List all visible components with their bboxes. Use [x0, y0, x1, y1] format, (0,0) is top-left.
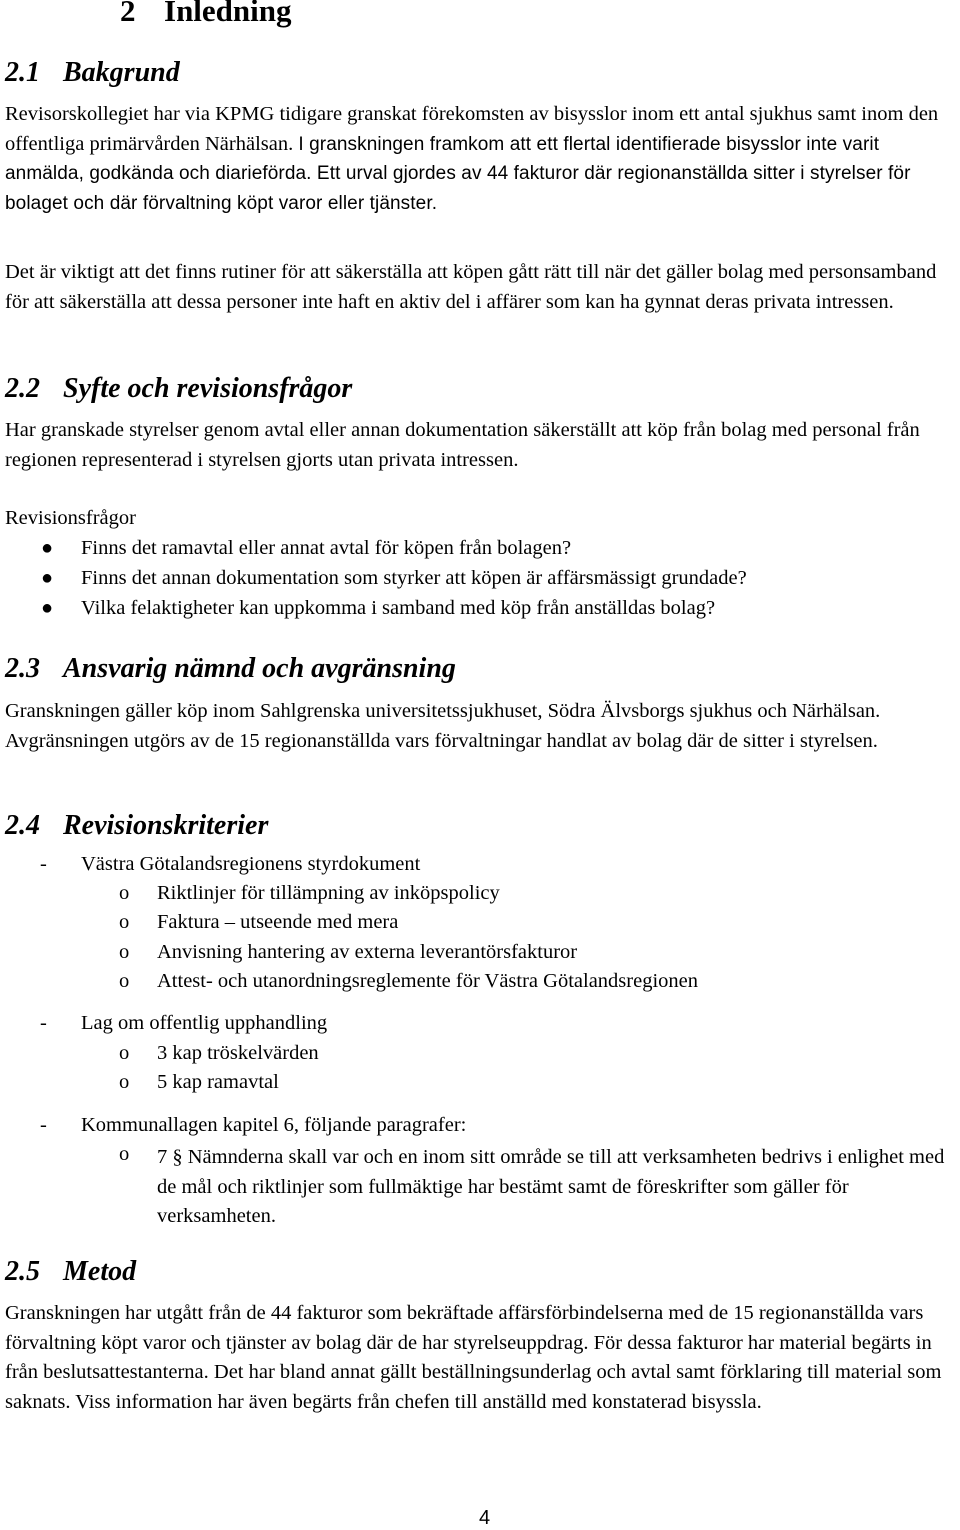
list-item: Finns det ramavtal eller annat avtal för köpen från bolagen?	[81, 537, 572, 559]
section-number: 2.2	[5, 373, 40, 404]
section-title: Revisionskriterier	[63, 810, 269, 841]
section-number: 2.1	[5, 57, 40, 88]
dash-marker: -	[40, 1114, 47, 1136]
sub-marker: o	[119, 1042, 130, 1064]
section-number: 2.3	[5, 653, 40, 684]
section-title: Syfte och revisionsfrågor	[63, 373, 353, 404]
paragraph-method: Granskningen har utgått från de 44 fakturor som bekräftade affärsförbindelserna med de 15 regionanställda vars förvaltning köpt varor och tjänster av bolag där de har styrelseuppdrag. För dessa fakturor har material begärts in från beslutsattestanterna. Det har bland annat gällt beställningsunderlag och avtal samt förklaring till material som saknats. Viss information har även begärts från chefen till anställd med konstaterad bisyssla.	[5, 1302, 942, 1413]
criteria-item: Attest- och utanordningsreglemente för Västra Götalandsregionen	[157, 970, 698, 992]
list-heading: Revisionsfrågor	[5, 507, 136, 529]
sub-marker: o	[119, 941, 130, 963]
sub-marker: o	[119, 882, 130, 904]
list-item: Finns det annan dokumentation som styrker att köpen är affärsmässigt grundade?	[81, 567, 747, 589]
list-item: Vilka felaktigheter kan uppkomma i samband med köp från anställdas bolag?	[81, 597, 716, 619]
bullet-icon: ●	[41, 597, 54, 619]
paragraph-purpose: Har granskade styrelser genom avtal eller annan dokumentation säkerställt att köp från bolag med personal från regionen representerad i styrelsen gjorts utan privata intressen.	[5, 419, 920, 471]
bullet-icon: ●	[41, 567, 54, 589]
section-title: Bakgrund	[63, 57, 180, 88]
criteria-group-label: Västra Götalandsregionens styrdokument	[81, 853, 421, 875]
page-number: 4	[479, 1507, 491, 1529]
sub-marker: o	[119, 970, 130, 992]
chapter-heading	[120, 0, 292, 29]
chapter-number: 2	[120, 0, 136, 28]
section-title: Metod	[63, 1256, 137, 1287]
paragraph-sans-part: I granskningen framkom att ett flertal identifierade bisysslor inte varit anmälda, godkända och diarieförda. Ett urval gjordes av 44 fakturor där regionanställda sitter i styrelser för bolaget och där förvaltning köpt varor eller tjänster.	[5, 133, 911, 214]
dash-marker: -	[40, 1012, 47, 1034]
paragraph-background-1	[5, 100, 955, 218]
section-number: 2.5	[5, 1256, 40, 1287]
dash-marker: -	[40, 853, 47, 875]
section-heading-2-4	[5, 810, 268, 842]
criteria-item: 3 kap tröskelvärden	[157, 1042, 319, 1064]
paragraph-scope: Granskningen gäller köp inom Sahlgrenska universitetssjukhuset, Södra Älvsborgs sjukhus och Närhälsan. Avgränsningen utgörs av de 15 regionanställda vars förvaltningar handlat av bolag där de sitter i styrelsen.	[5, 700, 881, 752]
sub-marker: o	[119, 911, 130, 933]
criteria-item: 7 § Nämnderna skall var och en inom sitt område se till att verksamheten bedrivs i enlighet med de mål och riktlinjer som fullmäktige har bestämt samt de föreskrifter som gäller för verksamheten.	[157, 1146, 945, 1227]
paragraph-serif-part: Revisorskollegiet har via KPMG tidigare granskat förekomsten av bisysslor inom ett antal sjukhus samt inom den offentliga primärvården Närhälsan.	[5, 103, 939, 155]
paragraph-background-2: Det är viktigt att det finns rutiner för att säkerställa att köpen gått rätt till när det gäller bolag med personsamband för att säkerställa att dessa personer inte haft en aktiv del i affärer som kan ha gynnat deras privata intressen.	[5, 261, 937, 313]
sub-marker: o	[119, 1143, 130, 1165]
chapter-title: Inledning	[164, 0, 292, 28]
sub-marker: o	[119, 1071, 130, 1093]
section-heading-2-2	[5, 373, 352, 405]
criteria-group-label: Kommunallagen kapitel 6, följande paragrafer:	[81, 1114, 467, 1136]
criteria-item: Riktlinjer för tillämpning av inköpspolicy	[157, 882, 500, 904]
criteria-item: 5 kap ramavtal	[157, 1071, 279, 1093]
criteria-item: Anvisning hantering av externa leverantörsfakturor	[157, 941, 578, 963]
section-heading-2-3	[5, 653, 456, 685]
bullet-icon: ●	[41, 537, 54, 559]
section-title: Ansvarig nämnd och avgränsning	[63, 653, 456, 684]
criteria-group-label: Lag om offentlig upphandling	[81, 1012, 328, 1034]
section-heading-2-5	[5, 1256, 136, 1288]
section-heading-2-1	[5, 57, 180, 89]
criteria-item: Faktura – utseende med mera	[157, 911, 399, 933]
section-number: 2.4	[5, 810, 40, 841]
